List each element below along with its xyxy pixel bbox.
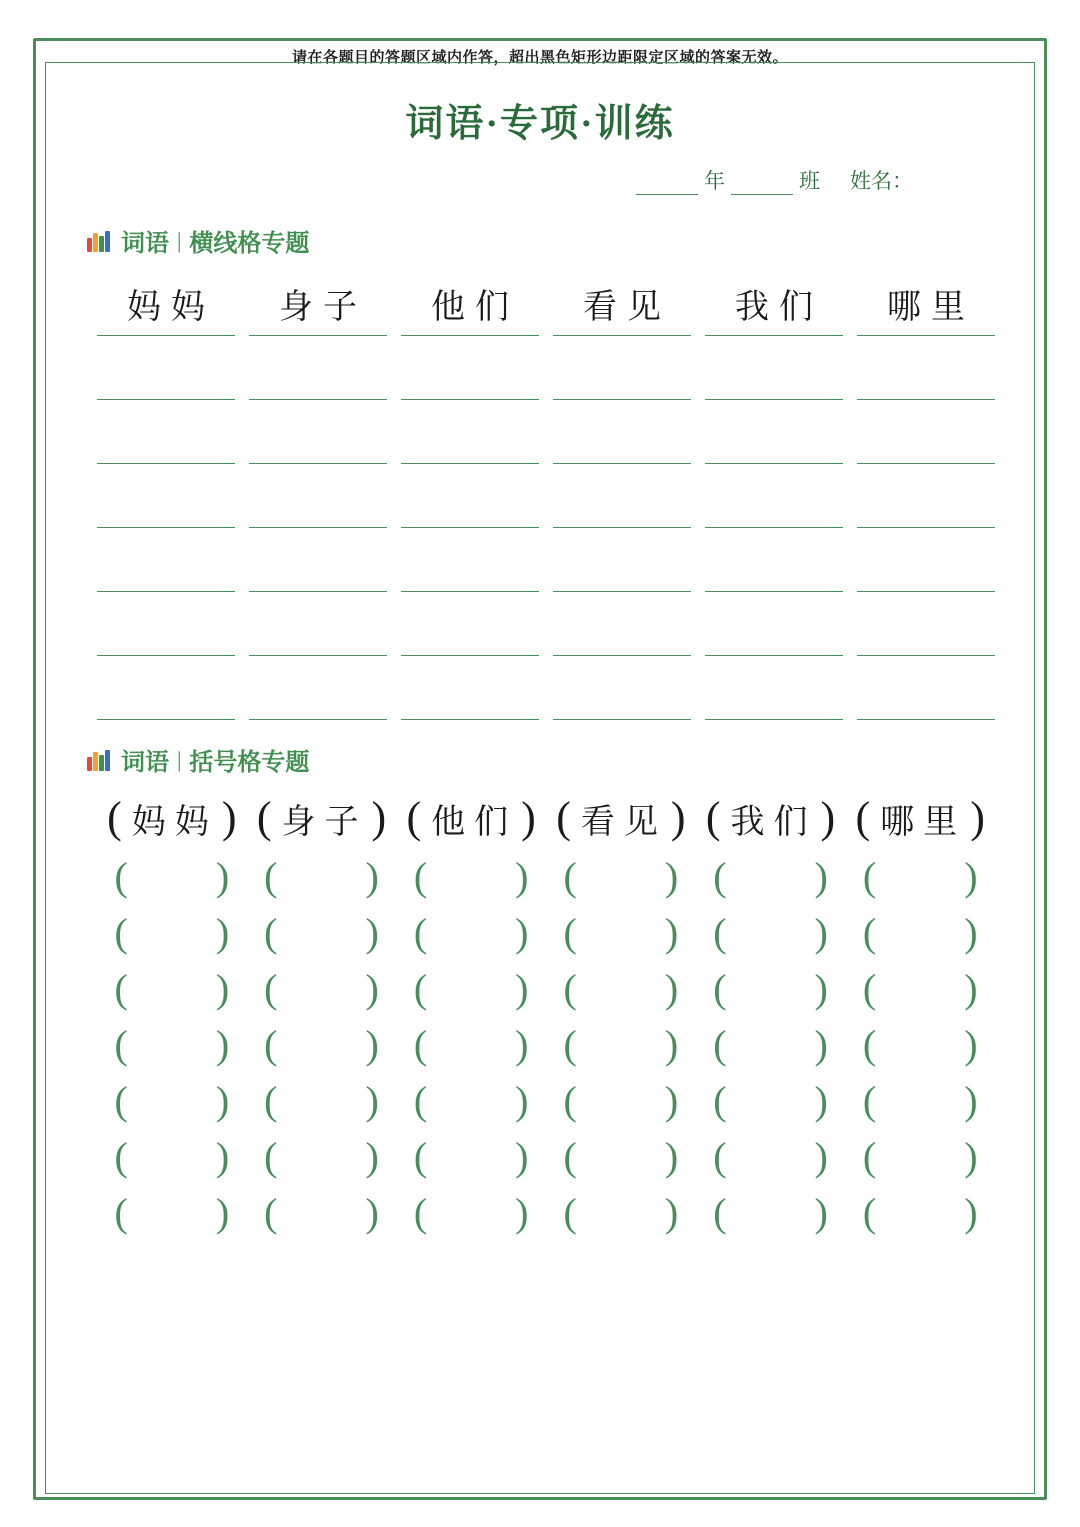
open-paren: ( bbox=[713, 910, 727, 955]
line-grid-row-words bbox=[97, 272, 995, 336]
line-cell-blank[interactable] bbox=[705, 656, 843, 720]
close-paren: ) bbox=[814, 854, 828, 899]
line-cell-blank[interactable] bbox=[705, 400, 843, 464]
close-paren: ) bbox=[814, 1022, 828, 1067]
close-paren: ) bbox=[515, 1078, 529, 1123]
paren-grid-row bbox=[97, 849, 995, 905]
open-paren: ( bbox=[563, 1190, 577, 1235]
paren-cell-blank[interactable] bbox=[97, 905, 247, 961]
open-paren: ( bbox=[713, 1190, 727, 1235]
line-grid-row bbox=[97, 400, 995, 464]
close-paren: ) bbox=[664, 1078, 679, 1123]
close-paren: ) bbox=[365, 1078, 379, 1123]
close-paren: ) bbox=[515, 854, 529, 899]
name-label: 姓名： bbox=[850, 169, 913, 193]
paren-cell-blank[interactable] bbox=[247, 1185, 397, 1241]
close-paren: ) bbox=[664, 1134, 679, 1179]
paren-cell-blank[interactable] bbox=[97, 961, 247, 1017]
paren-cell-blank[interactable] bbox=[247, 905, 397, 961]
close-paren: ) bbox=[515, 910, 529, 955]
close-paren: ) bbox=[521, 793, 536, 842]
word-model: 看见 bbox=[580, 803, 667, 841]
close-paren: ) bbox=[215, 910, 230, 955]
paren-cell-blank[interactable] bbox=[97, 1185, 247, 1241]
open-paren: ( bbox=[413, 1022, 428, 1067]
line-practice-grid bbox=[45, 272, 1035, 720]
open-paren: ( bbox=[713, 1134, 727, 1179]
close-paren: ) bbox=[515, 1022, 529, 1067]
page-title: 词语·专项·训练 bbox=[405, 103, 675, 145]
open-paren: ( bbox=[413, 966, 428, 1011]
line-cell-blank[interactable] bbox=[97, 656, 235, 720]
line-cell-blank[interactable] bbox=[249, 656, 387, 720]
paren-cell[interactable] bbox=[696, 787, 846, 849]
paren-cell-blank[interactable] bbox=[845, 1017, 995, 1073]
paren-cell-blank[interactable] bbox=[247, 849, 397, 905]
section-separator: | bbox=[177, 746, 182, 772]
line-cell-blank[interactable] bbox=[97, 464, 235, 528]
open-paren: ( bbox=[264, 1022, 278, 1067]
paren-cell-blank[interactable] bbox=[546, 1073, 696, 1129]
open-paren: ( bbox=[563, 854, 577, 899]
line-grid-row bbox=[97, 656, 995, 720]
line-cell-blank[interactable] bbox=[401, 464, 539, 528]
line-grid-row bbox=[97, 528, 995, 592]
close-paren: ) bbox=[664, 1190, 679, 1235]
open-paren: ( bbox=[114, 966, 128, 1011]
close-paren: ) bbox=[215, 1078, 230, 1123]
line-cell-blank[interactable] bbox=[401, 656, 539, 720]
section-header-lines bbox=[87, 223, 1035, 258]
paren-cell-blank[interactable] bbox=[546, 961, 696, 1017]
open-paren: ( bbox=[413, 1134, 428, 1179]
paren-cell[interactable] bbox=[247, 787, 397, 849]
open-paren: ( bbox=[862, 854, 877, 899]
close-paren: ) bbox=[964, 1022, 978, 1067]
line-cell-blank[interactable] bbox=[97, 336, 235, 400]
section-label: 词语 bbox=[121, 750, 169, 776]
line-cell-blank[interactable] bbox=[857, 528, 995, 592]
paren-cell-blank[interactable] bbox=[696, 849, 846, 905]
line-cell[interactable] bbox=[249, 272, 387, 336]
line-cell-blank[interactable] bbox=[857, 656, 995, 720]
word-model: 哪里 bbox=[880, 803, 967, 841]
line-cell-blank[interactable] bbox=[97, 528, 235, 592]
section-separator: | bbox=[177, 227, 182, 253]
line-cell-blank[interactable] bbox=[705, 528, 843, 592]
paren-cell-blank[interactable] bbox=[247, 1129, 397, 1185]
paren-cell[interactable] bbox=[97, 787, 247, 849]
line-cell-blank[interactable] bbox=[553, 464, 691, 528]
open-paren: ( bbox=[264, 1078, 278, 1123]
close-paren: ) bbox=[664, 1022, 679, 1067]
paren-cell-blank[interactable] bbox=[696, 1017, 846, 1073]
word-model: 身子 bbox=[281, 803, 368, 841]
close-paren: ) bbox=[970, 793, 985, 842]
line-cell-blank[interactable] bbox=[553, 592, 691, 656]
paren-cell-blank[interactable] bbox=[396, 1017, 546, 1073]
close-paren: ) bbox=[964, 910, 978, 955]
paren-cell-blank[interactable] bbox=[546, 905, 696, 961]
open-paren: ( bbox=[713, 854, 727, 899]
paren-grid-row bbox=[97, 961, 995, 1017]
open-paren: ( bbox=[256, 793, 272, 842]
close-paren: ) bbox=[365, 1022, 379, 1067]
word-model: 我们 bbox=[735, 289, 823, 326]
paren-cell-blank[interactable] bbox=[97, 1129, 247, 1185]
open-paren: ( bbox=[862, 966, 877, 1011]
open-paren: ( bbox=[114, 1190, 128, 1235]
close-paren: ) bbox=[515, 966, 529, 1011]
open-paren: ( bbox=[406, 793, 422, 842]
line-cell-blank[interactable] bbox=[249, 528, 387, 592]
close-paren: ) bbox=[515, 1190, 529, 1235]
close-paren: ) bbox=[215, 1190, 230, 1235]
class-label: 班 bbox=[799, 169, 820, 193]
open-paren: ( bbox=[264, 1190, 278, 1235]
paren-cell-blank[interactable] bbox=[97, 849, 247, 905]
open-paren: ( bbox=[114, 854, 128, 899]
word-model: 妈妈 bbox=[127, 289, 215, 326]
close-paren: ) bbox=[365, 910, 379, 955]
close-paren: ) bbox=[215, 854, 230, 899]
open-paren: ( bbox=[107, 793, 122, 842]
word-model: 他们 bbox=[431, 289, 519, 326]
close-paren: ) bbox=[365, 966, 379, 1011]
close-paren: ) bbox=[814, 1078, 828, 1123]
section-topic: 横线格专题 bbox=[189, 231, 310, 257]
section-header-parens bbox=[87, 742, 1035, 777]
close-paren: ) bbox=[820, 793, 836, 842]
close-paren: ) bbox=[664, 910, 679, 955]
line-cell-blank[interactable] bbox=[249, 400, 387, 464]
paren-practice-grid bbox=[45, 787, 1035, 1241]
line-cell[interactable] bbox=[857, 272, 995, 336]
line-cell-blank[interactable] bbox=[553, 656, 691, 720]
word-model: 妈妈 bbox=[131, 803, 218, 841]
line-cell-blank[interactable] bbox=[705, 464, 843, 528]
open-paren: ( bbox=[563, 1078, 577, 1123]
year-blank[interactable] bbox=[636, 174, 698, 195]
close-paren: ) bbox=[964, 1134, 978, 1179]
open-paren: ( bbox=[713, 1078, 727, 1123]
paren-cell-blank[interactable] bbox=[696, 1073, 846, 1129]
open-paren: ( bbox=[114, 910, 128, 955]
open-paren: ( bbox=[556, 793, 571, 842]
open-paren: ( bbox=[563, 966, 577, 1011]
close-paren: ) bbox=[814, 966, 828, 1011]
close-paren: ) bbox=[964, 1190, 978, 1235]
paren-cell[interactable] bbox=[845, 787, 995, 849]
paren-grid-row bbox=[97, 1017, 995, 1073]
open-paren: ( bbox=[563, 910, 577, 955]
line-cell-blank[interactable] bbox=[857, 400, 995, 464]
close-paren: ) bbox=[664, 854, 679, 899]
close-paren: ) bbox=[814, 910, 828, 955]
open-paren: ( bbox=[862, 1022, 877, 1067]
close-paren: ) bbox=[670, 793, 686, 842]
section-topic: 括号格专题 bbox=[189, 750, 310, 776]
paren-cell-blank[interactable] bbox=[97, 1017, 247, 1073]
open-paren: ( bbox=[563, 1022, 577, 1067]
close-paren: ) bbox=[221, 793, 237, 842]
line-cell-blank[interactable] bbox=[401, 592, 539, 656]
open-paren: ( bbox=[862, 1190, 877, 1235]
paren-cell-blank[interactable] bbox=[97, 1073, 247, 1129]
paren-cell-blank[interactable] bbox=[546, 1185, 696, 1241]
line-cell-blank[interactable] bbox=[705, 592, 843, 656]
line-cell-blank[interactable] bbox=[249, 592, 387, 656]
open-paren: ( bbox=[713, 1022, 727, 1067]
line-cell-blank[interactable] bbox=[97, 592, 235, 656]
close-paren: ) bbox=[964, 854, 978, 899]
paren-grid-row bbox=[97, 1129, 995, 1185]
line-cell-blank[interactable] bbox=[705, 336, 843, 400]
paren-cell-blank[interactable] bbox=[845, 849, 995, 905]
books-icon bbox=[87, 230, 113, 252]
open-paren: ( bbox=[264, 910, 278, 955]
line-cell-blank[interactable] bbox=[553, 528, 691, 592]
open-paren: ( bbox=[264, 1134, 278, 1179]
paren-cell-blank[interactable] bbox=[396, 905, 546, 961]
line-cell-blank[interactable] bbox=[249, 336, 387, 400]
open-paren: ( bbox=[264, 854, 278, 899]
close-paren: ) bbox=[365, 854, 379, 899]
paren-cell-blank[interactable] bbox=[247, 1073, 397, 1129]
paren-cell-blank[interactable] bbox=[696, 1185, 846, 1241]
open-paren: ( bbox=[264, 966, 278, 1011]
paren-cell-blank[interactable] bbox=[845, 1073, 995, 1129]
open-paren: ( bbox=[114, 1134, 128, 1179]
open-paren: ( bbox=[413, 854, 428, 899]
line-grid-row bbox=[97, 592, 995, 656]
paren-cell-blank[interactable] bbox=[396, 849, 546, 905]
close-paren: ) bbox=[964, 1078, 978, 1123]
open-paren: ( bbox=[862, 1078, 877, 1123]
open-paren: ( bbox=[705, 793, 721, 842]
line-cell-blank[interactable] bbox=[857, 336, 995, 400]
paren-cell-blank[interactable] bbox=[845, 905, 995, 961]
paren-grid-row bbox=[97, 1185, 995, 1241]
line-cell[interactable] bbox=[705, 272, 843, 336]
section-label: 词语 bbox=[121, 231, 169, 257]
line-cell-blank[interactable] bbox=[97, 400, 235, 464]
line-cell[interactable] bbox=[553, 272, 691, 336]
paren-grid-row bbox=[97, 905, 995, 961]
close-paren: ) bbox=[371, 793, 387, 842]
line-cell-blank[interactable] bbox=[553, 336, 691, 400]
student-info-row bbox=[45, 165, 915, 195]
open-paren: ( bbox=[862, 1134, 877, 1179]
open-paren: ( bbox=[862, 910, 877, 955]
line-cell-blank[interactable] bbox=[857, 464, 995, 528]
open-paren: ( bbox=[563, 1134, 577, 1179]
open-paren: ( bbox=[413, 910, 428, 955]
line-cell-blank[interactable] bbox=[401, 528, 539, 592]
close-paren: ) bbox=[814, 1190, 828, 1235]
paren-cell-blank[interactable] bbox=[546, 1017, 696, 1073]
close-paren: ) bbox=[814, 1134, 828, 1179]
word-model: 哪里 bbox=[887, 289, 975, 326]
paren-cell-blank[interactable] bbox=[247, 961, 397, 1017]
open-paren: ( bbox=[413, 1190, 428, 1235]
open-paren: ( bbox=[114, 1078, 128, 1123]
paren-cell-blank[interactable] bbox=[845, 1129, 995, 1185]
paren-cell-blank[interactable] bbox=[546, 1129, 696, 1185]
line-grid-row bbox=[97, 464, 995, 528]
line-cell-blank[interactable] bbox=[401, 400, 539, 464]
paren-cell-blank[interactable] bbox=[396, 961, 546, 1017]
paren-cell-blank[interactable] bbox=[845, 1185, 995, 1241]
paren-cell-blank[interactable] bbox=[696, 1129, 846, 1185]
books-icon bbox=[87, 749, 113, 771]
line-grid-row bbox=[97, 336, 995, 400]
paren-grid-row-words bbox=[97, 787, 995, 849]
open-paren: ( bbox=[114, 1022, 128, 1067]
paren-cell-blank[interactable] bbox=[845, 961, 995, 1017]
open-paren: ( bbox=[413, 1078, 428, 1123]
close-paren: ) bbox=[215, 1022, 230, 1067]
paren-cell-blank[interactable] bbox=[247, 1017, 397, 1073]
line-cell-blank[interactable] bbox=[857, 592, 995, 656]
open-paren: ( bbox=[855, 793, 871, 842]
word-model: 我们 bbox=[730, 803, 817, 841]
line-cell-blank[interactable] bbox=[249, 464, 387, 528]
line-cell[interactable] bbox=[401, 272, 539, 336]
year-label: 年 bbox=[704, 169, 725, 193]
paren-cell-blank[interactable] bbox=[546, 849, 696, 905]
paren-cell-blank[interactable] bbox=[696, 905, 846, 961]
close-paren: ) bbox=[964, 966, 978, 1011]
line-cell[interactable] bbox=[97, 272, 235, 336]
paren-cell[interactable] bbox=[546, 787, 696, 849]
paren-cell[interactable] bbox=[396, 787, 546, 849]
paren-cell-blank[interactable] bbox=[396, 1129, 546, 1185]
word-model: 他们 bbox=[431, 803, 518, 841]
close-paren: ) bbox=[515, 1134, 529, 1179]
close-paren: ) bbox=[215, 966, 230, 1011]
close-paren: ) bbox=[365, 1134, 379, 1179]
line-cell-blank[interactable] bbox=[401, 336, 539, 400]
paren-grid-row bbox=[97, 1073, 995, 1129]
word-model: 身子 bbox=[279, 289, 367, 326]
close-paren: ) bbox=[365, 1190, 379, 1235]
close-paren: ) bbox=[664, 966, 679, 1011]
word-model: 看见 bbox=[583, 289, 671, 326]
open-paren: ( bbox=[713, 966, 727, 1011]
answer-area-notice: 请在各题目的答题区域内作答，超出黑色矩形边距限定区域的答案无效。 bbox=[291, 49, 788, 66]
class-blank[interactable] bbox=[731, 174, 793, 195]
worksheet-content bbox=[45, 62, 1035, 1494]
close-paren: ) bbox=[215, 1134, 230, 1179]
paren-cell-blank[interactable] bbox=[696, 961, 846, 1017]
line-cell-blank[interactable] bbox=[553, 400, 691, 464]
paren-cell-blank[interactable] bbox=[396, 1185, 546, 1241]
paren-cell-blank[interactable] bbox=[396, 1073, 546, 1129]
